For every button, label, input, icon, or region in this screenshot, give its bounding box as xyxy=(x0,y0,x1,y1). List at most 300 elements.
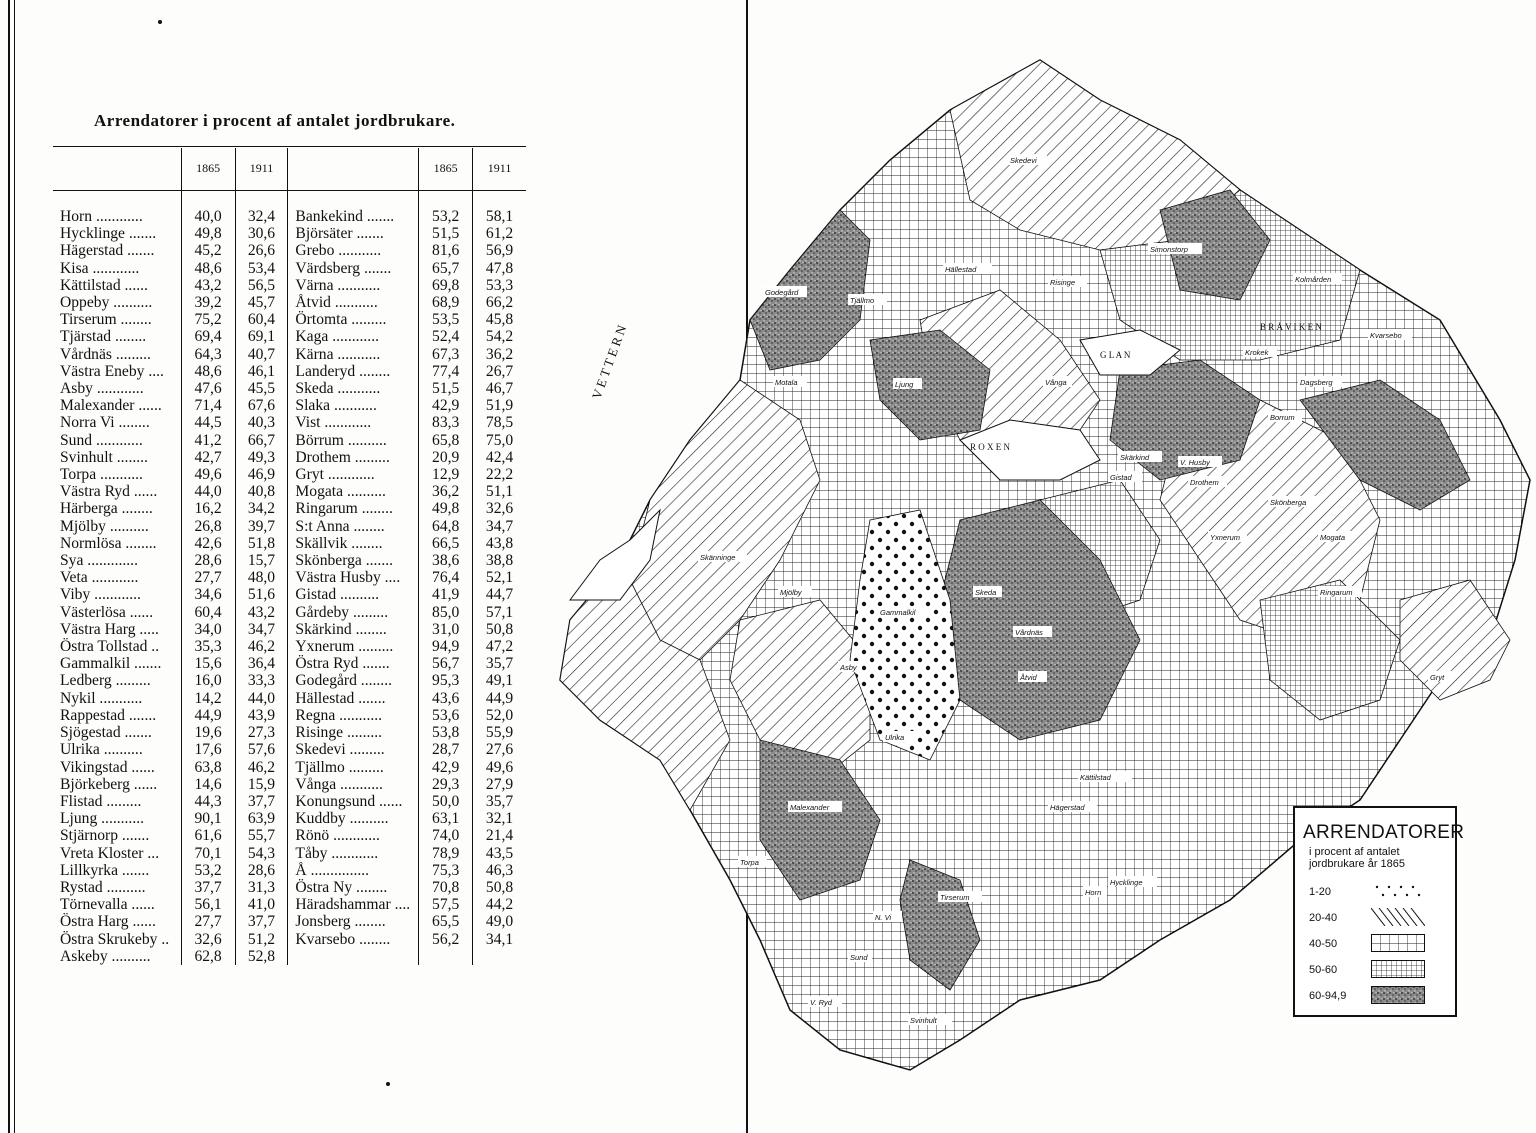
value-1911-cell: 37,7 xyxy=(235,913,288,930)
place-label: Gistad xyxy=(1110,473,1132,482)
parish-name-cell: Hycklinge ....... xyxy=(53,225,181,242)
table-row xyxy=(53,294,526,311)
value-1911-cell: 78,5 xyxy=(485,414,514,432)
value-1911-cell: 40,7 xyxy=(235,346,288,363)
value-1865-cell: 70,8 xyxy=(419,879,473,896)
place-label: Simonstorp xyxy=(1150,245,1188,254)
value-1911-cell: 51,1 xyxy=(485,483,514,501)
parish-name-cell: Östra Ryd ....... xyxy=(288,655,419,672)
value-1911-cell: 49,0 xyxy=(485,913,514,931)
table-row xyxy=(53,242,526,259)
parish-name-cell: Härberga ........ xyxy=(53,500,181,517)
legend-swatch-stipple xyxy=(1371,986,1425,1004)
table-row xyxy=(53,862,526,879)
value-1865-cell: 69,4 xyxy=(181,328,235,345)
parish-name-cell: Kvarsebo ........ xyxy=(288,931,419,948)
table-row xyxy=(53,346,526,363)
parish-name-cell: Tjärstad ........ xyxy=(53,328,181,345)
parish-name-cell: Törnevalla ...... xyxy=(53,896,181,913)
value-1911-cell: 43,9 xyxy=(235,707,288,724)
value-1865-cell: 16,0 xyxy=(181,672,235,689)
parish-name-cell: Häradshammar .... xyxy=(288,896,419,913)
legend-label-40-50: 40-50 xyxy=(1309,938,1338,950)
value-1865-cell: 29,3 xyxy=(419,776,473,793)
legend-title: ARRENDATORER xyxy=(1303,822,1465,843)
value-1865-cell: 83,3 xyxy=(419,414,473,431)
table-row xyxy=(53,586,526,603)
value-1911-cell: 38,8 xyxy=(485,552,514,570)
place-label: Malexander xyxy=(790,803,830,812)
parish-name-cell: Kuddby .......... xyxy=(288,810,419,827)
value-1865-cell: 57,5 xyxy=(419,896,473,913)
place-label: Godegård xyxy=(765,288,799,297)
value-1865-cell: 53,2 xyxy=(419,208,473,225)
place-label: Borrum xyxy=(1270,413,1295,422)
value-1865-cell: 44,3 xyxy=(181,793,235,810)
parish-name-cell: Rappestad ....... xyxy=(53,707,181,724)
value-1911-cell: 46,2 xyxy=(235,759,288,776)
value-1865-cell: 49,8 xyxy=(181,225,235,242)
value-1911-cell: 44,0 xyxy=(235,690,288,707)
parish-name-cell: Skällvik ........ xyxy=(288,535,419,552)
value-1865-cell: 35,3 xyxy=(181,638,235,655)
parish-name-cell: Östra Tollstad .. xyxy=(53,638,181,655)
page-margin-line-left xyxy=(8,0,10,1133)
parish-name-cell: Östra Harg ...... xyxy=(53,913,181,930)
value-1911-cell: 51,9 xyxy=(485,397,514,415)
place-label: Skärkind xyxy=(1120,453,1150,462)
value-1911-cell: 21,4 xyxy=(485,827,514,845)
parish-name-cell: Grebo ........... xyxy=(288,242,419,259)
tenant-percentage-table xyxy=(53,148,526,965)
table-row xyxy=(53,483,526,500)
parish-name-cell: Vårdnäs ......... xyxy=(53,346,181,363)
parish-name-cell: Konungsund ...... xyxy=(288,793,419,810)
parish-name-cell: Ledberg ......... xyxy=(53,672,181,689)
value-1865-cell: 56,1 xyxy=(181,896,235,913)
table-row xyxy=(53,277,526,294)
value-1865-cell: 56,7 xyxy=(419,655,473,672)
value-1865-cell: 34,0 xyxy=(181,621,235,638)
header-1865-left: 1865 xyxy=(181,148,235,191)
table-body xyxy=(53,191,526,965)
value-1911-cell: 56,5 xyxy=(235,277,288,294)
parish-name-cell: Björkeberg ...... xyxy=(53,776,181,793)
value-1911-cell: 45,7 xyxy=(235,294,288,311)
value-1911-cell: 49,3 xyxy=(235,449,288,466)
value-1865-cell: 64,3 xyxy=(181,346,235,363)
parish-name-cell: Å ............... xyxy=(288,862,419,879)
value-1911-cell: 49,6 xyxy=(485,758,514,776)
value-1911-cell: 61,2 xyxy=(485,225,514,243)
place-label: Krokek xyxy=(1245,348,1269,357)
table-row xyxy=(53,311,526,328)
parish-name-cell: S:t Anna ........ xyxy=(288,518,419,535)
value-1865-cell: 14,2 xyxy=(181,690,235,707)
legend-label-50-60: 50-60 xyxy=(1309,964,1338,976)
place-label: Hägerstad xyxy=(1050,803,1085,812)
value-1911-cell: 46,9 xyxy=(235,466,288,483)
value-1911-cell: 58,1 xyxy=(485,208,514,225)
value-1911-cell: 46,3 xyxy=(485,861,514,879)
value-1911-cell: 55,7 xyxy=(235,827,288,844)
parish-name-cell: Normlösa ........ xyxy=(53,535,181,552)
value-1911-cell: 43,5 xyxy=(485,844,514,862)
value-1911-cell: 46,1 xyxy=(235,363,288,380)
table-row xyxy=(53,432,526,449)
header-name-right xyxy=(288,148,419,191)
parish-name-cell: Gryt ............ xyxy=(288,466,419,483)
value-1911-cell: 34,7 xyxy=(485,517,514,535)
value-1911-cell: 75,0 xyxy=(485,431,514,449)
place-label: Asby xyxy=(840,663,857,672)
place-label: Dagsberg xyxy=(1300,378,1333,387)
value-1911-cell xyxy=(473,948,526,965)
parish-name-cell: Skönberga ....... xyxy=(288,552,419,569)
header-name-left xyxy=(53,148,181,191)
value-1865-cell: 48,6 xyxy=(181,260,235,277)
value-1865-cell: 28,6 xyxy=(181,552,235,569)
table-header-row xyxy=(53,148,526,191)
parish-name-cell: Bankekind ....... xyxy=(288,208,419,225)
value-1865-cell: 51,5 xyxy=(419,380,473,397)
table-row xyxy=(53,260,526,277)
value-1865-cell: 34,6 xyxy=(181,586,235,603)
parish-name-cell: Gammalkil ....... xyxy=(53,655,181,672)
value-1865-cell: 50,0 xyxy=(419,793,473,810)
value-1865-cell: 81,6 xyxy=(419,242,473,259)
value-1865-cell: 95,3 xyxy=(419,672,473,689)
place-label: Mogata xyxy=(1320,533,1346,542)
value-1865-cell: 85,0 xyxy=(419,604,473,621)
value-1911-cell: 22,2 xyxy=(485,466,514,484)
value-1911-cell: 40,3 xyxy=(235,414,288,431)
place-label: Yxnerum xyxy=(1210,533,1241,542)
place-label: V. Ryd xyxy=(810,998,832,1007)
value-1865-cell: 68,9 xyxy=(419,294,473,311)
value-1911-cell: 43,8 xyxy=(485,534,514,552)
parish-name-cell: Värdsberg ....... xyxy=(288,260,419,277)
value-1865-cell: 51,5 xyxy=(419,225,473,242)
place-label: Sund xyxy=(850,953,868,962)
value-1911-cell: 51,6 xyxy=(235,586,288,603)
place-label: Kättilstad xyxy=(1080,773,1111,782)
place-label: Vånga xyxy=(1045,378,1067,387)
value-1911-cell: 15,7 xyxy=(235,552,288,569)
value-1865-cell: 17,6 xyxy=(181,741,235,758)
value-1911-cell: 69,1 xyxy=(235,328,288,345)
legend-swatch-grid xyxy=(1371,934,1425,952)
value-1865-cell: 63,1 xyxy=(419,810,473,827)
place-label: Skänninge xyxy=(700,553,736,562)
value-1865-cell: 75,2 xyxy=(181,311,235,328)
value-1865-cell: 37,7 xyxy=(181,879,235,896)
table-row xyxy=(53,449,526,466)
value-1911-cell: 33,3 xyxy=(235,672,288,689)
value-1911-cell: 32,6 xyxy=(485,500,514,518)
value-1911-cell: 37,7 xyxy=(235,793,288,810)
place-label: Åtvid xyxy=(1020,673,1037,682)
value-1865-cell: 44,5 xyxy=(181,414,235,431)
value-1911-cell: 47,2 xyxy=(485,638,514,656)
place-label: Ringarum xyxy=(1320,588,1353,597)
value-1911-cell: 51,2 xyxy=(235,931,288,948)
parish-name-cell: Lillkyrka ....... xyxy=(53,862,181,879)
table-row xyxy=(53,845,526,862)
value-1865-cell: 64,8 xyxy=(419,518,473,535)
value-1865-cell: 15,6 xyxy=(181,655,235,672)
value-1865-cell: 47,6 xyxy=(181,380,235,397)
parish-name-cell: Vist ............ xyxy=(288,414,419,431)
table-row xyxy=(53,621,526,638)
value-1865-cell: 76,4 xyxy=(419,569,473,586)
value-1911-cell: 43,2 xyxy=(235,604,288,621)
parish-name-cell: Gårdeby ......... xyxy=(288,604,419,621)
page-margin-line-left-inner xyxy=(14,0,15,1133)
value-1911-cell: 49,1 xyxy=(485,672,514,690)
table-row xyxy=(53,690,526,707)
ink-speck xyxy=(386,1082,390,1086)
value-1865-cell: 43,6 xyxy=(419,690,473,707)
table-row xyxy=(53,741,526,758)
value-1911-cell: 56,9 xyxy=(485,242,514,260)
parish-name-cell: Östra Skrukeby .. xyxy=(53,931,181,948)
table-row xyxy=(53,827,526,844)
value-1911-cell: 54,2 xyxy=(485,328,514,346)
place-label: Hällestad xyxy=(945,265,977,274)
value-1911-cell: 60,4 xyxy=(235,311,288,328)
parish-name-cell: Västra Husby .... xyxy=(288,569,419,586)
value-1911-cell: 53,3 xyxy=(485,276,514,294)
header-1911-left: 1911 xyxy=(235,148,288,191)
value-1911-cell: 32,4 xyxy=(235,208,288,225)
value-1865-cell: 94,9 xyxy=(419,638,473,655)
parish-name-cell: Ringarum ........ xyxy=(288,500,419,517)
table-row xyxy=(53,363,526,380)
parish-name-cell: Gistad .......... xyxy=(288,586,419,603)
value-1911-cell: 45,8 xyxy=(485,311,514,329)
place-label: N. Vi xyxy=(875,913,892,922)
table-row xyxy=(53,638,526,655)
value-1911-cell: 26,7 xyxy=(485,362,514,380)
value-1911-cell: 15,9 xyxy=(235,776,288,793)
place-label: Skedevi xyxy=(1010,156,1037,165)
table-row xyxy=(53,380,526,397)
value-1911-cell: 57,1 xyxy=(485,603,514,621)
value-1865-cell: 42,9 xyxy=(419,397,473,414)
table-row xyxy=(53,518,526,535)
value-1911-cell: 51,8 xyxy=(235,535,288,552)
value-1865-cell: 74,0 xyxy=(419,827,473,844)
parish-name-cell: Västra Eneby .... xyxy=(53,363,181,380)
value-1865-cell: 56,2 xyxy=(419,931,473,948)
parish-name-cell: Tirserum ........ xyxy=(53,311,181,328)
parish-name-cell: Värna ........... xyxy=(288,277,419,294)
place-label: Risinge xyxy=(1050,278,1076,287)
table-row xyxy=(53,414,526,431)
value-1865-cell: 26,8 xyxy=(181,518,235,535)
parish-name-cell: Kaga ............ xyxy=(288,328,419,345)
parish-name-cell: Rystad .......... xyxy=(53,879,181,896)
table-row xyxy=(53,208,526,225)
place-label: Vårdnäs xyxy=(1015,628,1043,637)
table-row xyxy=(53,879,526,896)
value-1865-cell: 71,4 xyxy=(181,397,235,414)
value-1911-cell: 41,0 xyxy=(235,896,288,913)
value-1865-cell: 41,2 xyxy=(181,432,235,449)
parish-name-cell: Västerlösa ...... xyxy=(53,604,181,621)
value-1911-cell: 55,9 xyxy=(485,724,514,742)
table-row xyxy=(53,931,526,948)
parish-name-cell: Landeryd ........ xyxy=(288,363,419,380)
parish-name-cell: Slaka ........... xyxy=(288,397,419,414)
parish-name-cell: Västra Harg ..... xyxy=(53,621,181,638)
parish-name-cell: Norra Vi ........ xyxy=(53,414,181,431)
table-row xyxy=(53,225,526,242)
value-1865-cell: 69,8 xyxy=(419,277,473,294)
table-row xyxy=(53,707,526,724)
parish-name-cell: Börrum .......... xyxy=(288,432,419,449)
value-1911-cell: 35,7 xyxy=(485,655,514,673)
ink-speck xyxy=(158,20,162,24)
value-1865-cell: 36,2 xyxy=(419,483,473,500)
place-label: V. Husby xyxy=(1180,458,1210,467)
value-1911-cell: 52,0 xyxy=(485,706,514,724)
place-label: Drothem xyxy=(1190,478,1219,487)
value-1911-cell: 45,5 xyxy=(235,380,288,397)
value-1865-cell: 43,2 xyxy=(181,277,235,294)
value-1911-cell: 32,1 xyxy=(485,810,514,828)
value-1865-cell: 48,6 xyxy=(181,363,235,380)
place-label: Gryt xyxy=(1430,673,1445,682)
value-1865-cell: 53,8 xyxy=(419,724,473,741)
parish-name-cell: Oppeby .......... xyxy=(53,294,181,311)
value-1865-cell xyxy=(419,948,473,965)
value-1865-cell: 49,6 xyxy=(181,466,235,483)
parish-name-cell: Skärkind ........ xyxy=(288,621,419,638)
table-row xyxy=(53,724,526,741)
value-1911-cell: 40,8 xyxy=(235,483,288,500)
table-row xyxy=(53,793,526,810)
parish-name-cell: Asby ............ xyxy=(53,380,181,397)
value-1911-cell: 50,8 xyxy=(485,878,514,896)
parish-name-cell: Vånga ........... xyxy=(288,776,419,793)
label-lake-glan: G L A N xyxy=(1100,350,1131,360)
value-1865-cell: 42,6 xyxy=(181,535,235,552)
parish-name-cell: Östra Ny ........ xyxy=(288,879,419,896)
parish-name-cell: Torpa ........... xyxy=(53,466,181,483)
value-1911-cell: 63,9 xyxy=(235,810,288,827)
parish-name-cell: Hällestad ....... xyxy=(288,690,419,707)
value-1911-cell: 34,2 xyxy=(235,500,288,517)
table-row xyxy=(53,552,526,569)
parish-name-cell: Ulrika .......... xyxy=(53,741,181,758)
value-1911-cell: 57,6 xyxy=(235,741,288,758)
parish-name-cell: Sjögestad ....... xyxy=(53,724,181,741)
place-label: Tjällmo xyxy=(850,296,875,305)
table-row xyxy=(53,655,526,672)
value-1865-cell: 38,6 xyxy=(419,552,473,569)
parish-name-cell: Vikingstad ...... xyxy=(53,759,181,776)
value-1865-cell: 61,6 xyxy=(181,827,235,844)
parish-name-cell xyxy=(288,948,419,965)
place-label: Kvarsebo xyxy=(1370,331,1402,340)
value-1911-cell: 34,1 xyxy=(485,930,514,948)
place-label: Kolmården xyxy=(1295,275,1332,284)
parish-name-cell: Ljung ........... xyxy=(53,810,181,827)
value-1865-cell: 39,2 xyxy=(181,294,235,311)
value-1911-cell: 67,6 xyxy=(235,397,288,414)
value-1865-cell: 53,2 xyxy=(181,862,235,879)
value-1865-cell: 90,1 xyxy=(181,810,235,827)
value-1865-cell: 42,7 xyxy=(181,449,235,466)
value-1865-cell: 20,9 xyxy=(419,449,473,466)
value-1911-cell: 42,4 xyxy=(485,448,514,466)
value-1865-cell: 16,2 xyxy=(181,500,235,517)
value-1865-cell: 27,7 xyxy=(181,569,235,586)
value-1911-cell: 27,9 xyxy=(485,775,514,793)
legend-label-1-20: 1-20 xyxy=(1309,886,1332,898)
place-label: Tirserum xyxy=(940,893,970,902)
value-1911-cell: 44,9 xyxy=(485,689,514,707)
place-label: Ljung xyxy=(895,380,914,389)
value-1911-cell: 44,7 xyxy=(485,586,514,604)
table-row xyxy=(53,672,526,689)
place-label: Skeda xyxy=(975,588,997,597)
value-1865-cell: 31,0 xyxy=(419,621,473,638)
value-1865-cell: 60,4 xyxy=(181,604,235,621)
value-1865-cell: 14,6 xyxy=(181,776,235,793)
value-1865-cell: 52,4 xyxy=(419,328,473,345)
value-1865-cell: 53,6 xyxy=(419,707,473,724)
value-1911-cell: 47,8 xyxy=(485,259,514,277)
parish-name-cell: Skeda ........... xyxy=(288,380,419,397)
value-1865-cell: 65,8 xyxy=(419,432,473,449)
table-top-rule xyxy=(53,146,526,147)
table-row xyxy=(53,500,526,517)
value-1865-cell: 27,7 xyxy=(181,913,235,930)
legend-subtitle: i procent af antalet jordbrukare år 1865 xyxy=(1309,846,1406,870)
value-1911-cell: 35,7 xyxy=(485,792,514,810)
value-1865-cell: 40,0 xyxy=(181,208,235,225)
parish-name-cell: Örtomta ......... xyxy=(288,311,419,328)
place-label: Motala xyxy=(775,378,798,387)
parish-name-cell: Nykil ........... xyxy=(53,690,181,707)
parish-name-cell: Kärna ........... xyxy=(288,346,419,363)
value-1911-cell: 50,8 xyxy=(485,620,514,638)
parish-name-cell: Tjällmo ......... xyxy=(288,759,419,776)
place-label: Gammalkil xyxy=(880,608,916,617)
parish-name-cell: Vreta Kloster ... xyxy=(53,845,181,862)
parish-name-cell: Sya ............. xyxy=(53,552,181,569)
legend-label-60-94: 60-94,9 xyxy=(1309,990,1347,1002)
value-1911-cell: 66,7 xyxy=(235,432,288,449)
parish-name-cell: Rönö ............ xyxy=(288,827,419,844)
parish-name-cell: Regna ........... xyxy=(288,707,419,724)
parish-name-cell: Tåby ............ xyxy=(288,845,419,862)
value-1865-cell: 49,8 xyxy=(419,500,473,517)
legend-swatch-finegrid xyxy=(1371,960,1425,978)
place-label: Mjölby xyxy=(780,588,802,597)
parish-name-cell: Malexander ...... xyxy=(53,397,181,414)
table-row xyxy=(53,604,526,621)
value-1911-cell: 26,6 xyxy=(235,242,288,259)
value-1865-cell: 32,6 xyxy=(181,931,235,948)
value-1865-cell: 65,7 xyxy=(419,260,473,277)
place-label: Torpa xyxy=(740,858,759,867)
place-label: Skönberga xyxy=(1270,498,1307,507)
parish-name-cell: Jonsberg ........ xyxy=(288,913,419,930)
